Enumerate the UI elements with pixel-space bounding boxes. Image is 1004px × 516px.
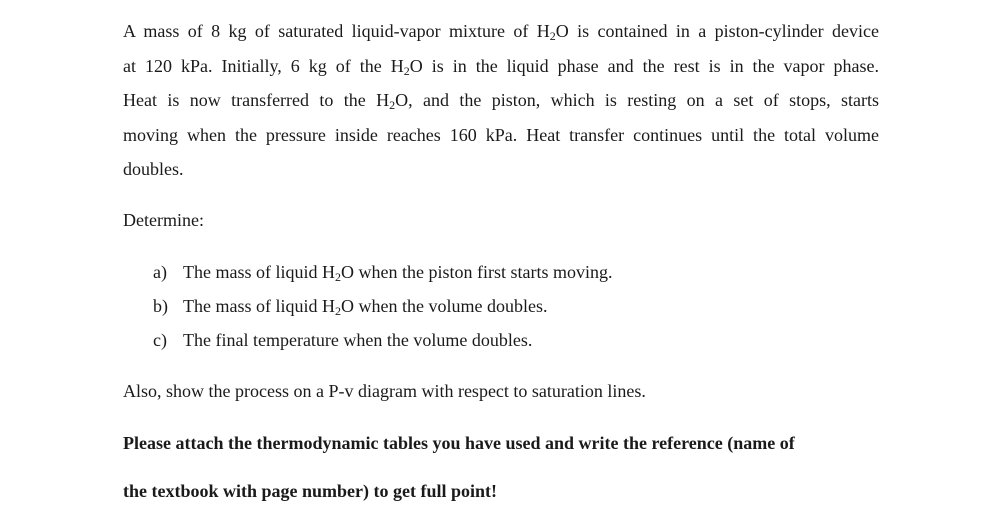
problem-line-3: Heat is now transferred to the $H_2O$, and the piston, which is resting on a set of stops, starts <box>123 90 879 112</box>
problem-line-1: A mass of 8 kg of saturated liquid-vapor mixture of $H_2O$ is contained in a piston-cylinder device <box>123 21 879 43</box>
question-b: b) The mass of liquid $H_2O$ when the volume doubles. <box>153 296 548 318</box>
problem-line-2: at 120 kPa. Initially, 6 kg of the $H_2O$ is in the liquid phase and the rest is in the vapor phase. <box>123 56 879 78</box>
determine-label: Determine: <box>123 210 204 230</box>
question-marker: a) <box>153 262 167 282</box>
question-marker: c) <box>153 330 167 350</box>
problem-line-5: doubles. <box>123 159 184 179</box>
question-c: c) The final temperature when the volume doubles. <box>153 330 533 350</box>
question-marker: b) <box>153 296 168 316</box>
also-instruction: Also, show the process on a P-v diagram with respect to saturation lines. <box>123 381 646 401</box>
problem-line-4: moving when the pressure inside reaches 160 kPa. Heat transfer continues until the total volume <box>123 125 879 145</box>
note-line-1: Please attach the thermodynamic tables you have used and write the reference (name of <box>123 433 795 453</box>
question-a: a) The mass of liquid $H_2O$ when the piston first starts moving. <box>153 262 613 284</box>
note-line-2: the textbook with page number) to get full point! <box>123 481 497 501</box>
